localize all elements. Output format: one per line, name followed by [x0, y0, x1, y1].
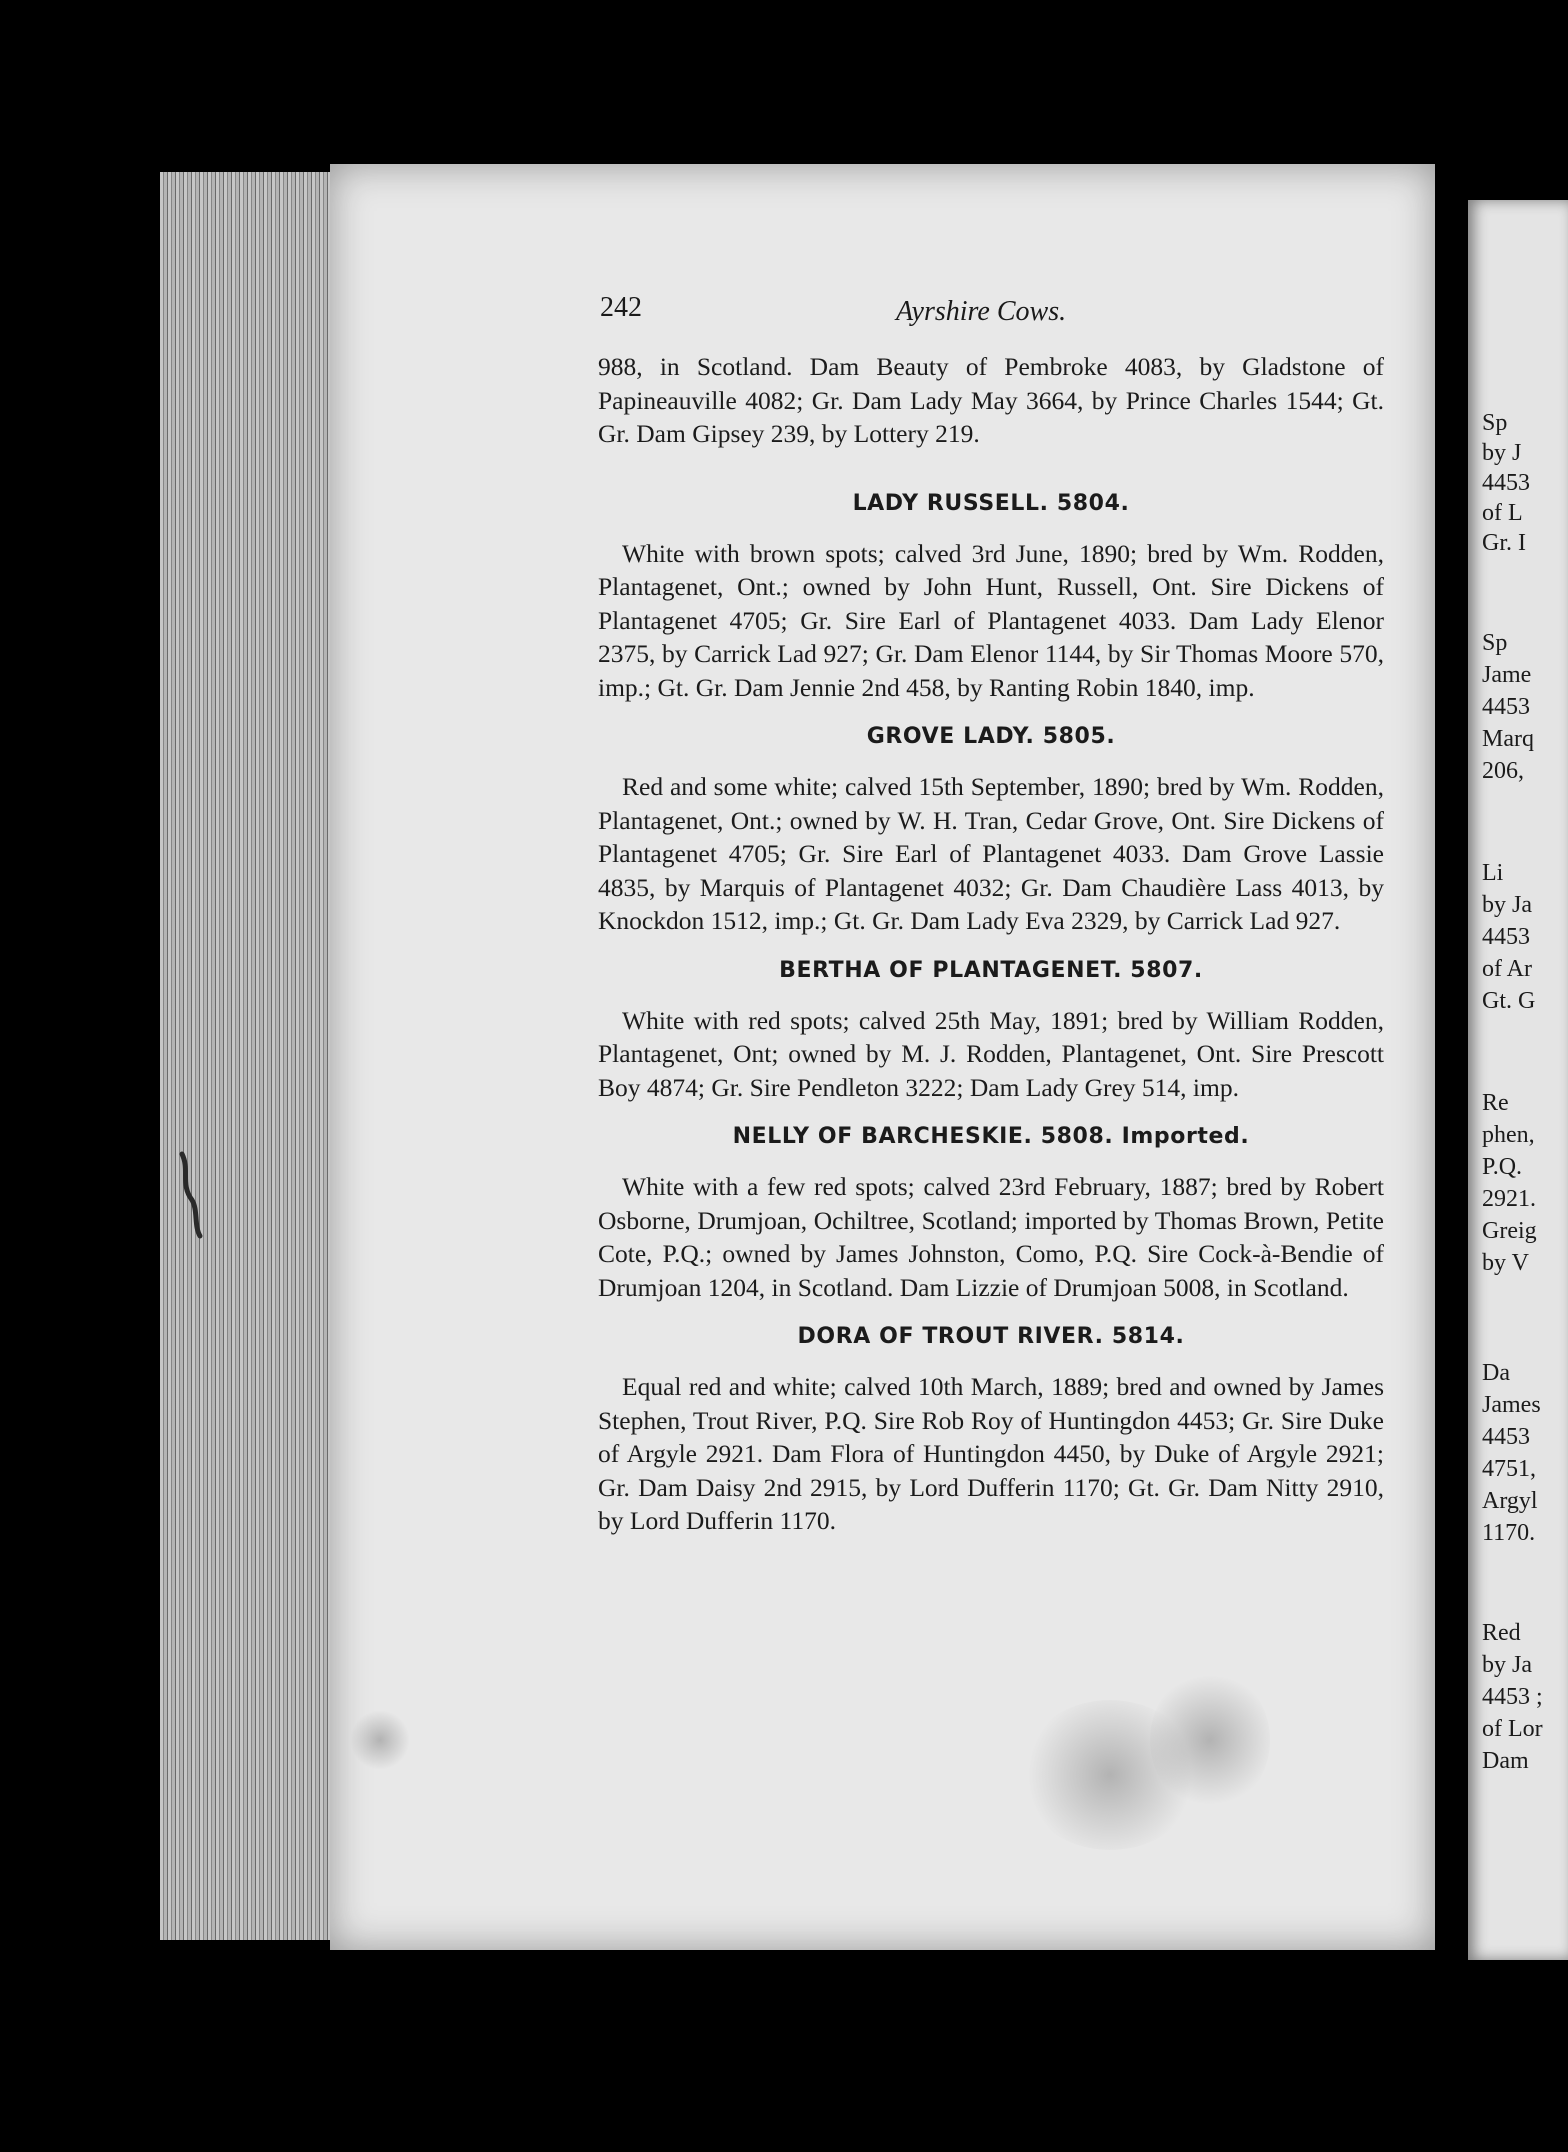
entry-body: White with red spots; calved 25th May, 1891; bred by William Rodden, Plantagenet, Ont; owned by M. J. Rodden, Plantagenet, Ont. Sire Prescott Boy 4874; Gr. Sire Pendleton 3222; Dam Lady Grey 514, imp. — [598, 1005, 1384, 1102]
facing-page-fragment: 4453 ; — [1482, 1684, 1543, 1710]
pedigree-entry — [598, 471, 1384, 705]
stain-mark — [350, 1710, 410, 1770]
facing-page-fragment: P.Q. — [1482, 1154, 1523, 1180]
facing-page-fragment: of Ar — [1482, 956, 1532, 982]
entry-heading: DORA OF TROUT RIVER. 5814. — [797, 1324, 1185, 1349]
entry-body: White with brown spots; calved 3rd June, 1890; bred by Wm. Rodden, Plantagenet, Ont.; owned by John Hunt, Russell, Ont. Sire Dickens of Plantagenet 4705; Gr. Sire Earl of Plantagenet 4033. Dam Lady Elenor 2375, by Carrick Lad 927; Gr. Dam Elenor 1144, by Sir Thomas Moore 570, imp.; Gt. Gr. Dam Jennie 2nd 458, by Ranting Robin 1840, imp. — [598, 538, 1384, 702]
facing-page-fragment: 4453 — [1482, 694, 1530, 720]
entry-heading: BERTHA OF PLANTAGENET. 5807. — [779, 957, 1203, 983]
facing-page-fragment: of L — [1482, 500, 1523, 526]
page-header — [600, 292, 1400, 332]
facing-page — [1468, 200, 1568, 1960]
facing-page-fragment: by V — [1482, 1250, 1529, 1276]
facing-page-fragment: Marq — [1482, 726, 1534, 752]
facing-page-fragment: 4453 — [1482, 924, 1530, 950]
entry-heading: LADY RUSSELL. 5804. — [852, 490, 1130, 516]
binding-mark — [176, 1150, 206, 1240]
facing-page-fragment: Re — [1482, 1090, 1509, 1116]
facing-page-fragment: Greig — [1482, 1218, 1537, 1244]
entry-heading: GROVE LADY. 5805. — [866, 724, 1116, 749]
stain-mark — [1150, 1670, 1270, 1810]
facing-page-fragment: Red — [1482, 1620, 1521, 1646]
book-page-edges — [160, 172, 350, 1940]
facing-page-fragment: Sp — [1482, 410, 1508, 436]
facing-page-fragment: Dam — [1482, 1748, 1529, 1774]
facing-page-fragment: 2921. — [1482, 1186, 1536, 1212]
entry-body: Red and some white; calved 15th September, 1890; bred by Wm. Rodden, Plantagenet, Ont.; owned by W. H. Tran, Cedar Grove, Ont. Sire Dickens of Plantagenet 4705; Gr. Sire Earl of Plantagenet 4033. Dam Grove Lassie 4835, by Marquis of Plantagenet 4032; Gr. Dam Chaudière Lass 4013, by Knockdon 1512, imp.; Gt. Gr. Dam Lady Eva 2329, by Carrick Lad 927. — [598, 772, 1384, 935]
facing-page-fragment: Jame — [1482, 662, 1532, 688]
continuation-paragraph: 988, in Scotland. Dam Beauty of Pembroke 4083, by Gladstone of Papineauville 4082; Gr. Dam Lady May 3664, by Prince Charles 1544; Gt. Gr. Dam Gipsey 239, by Lottery 219. — [598, 352, 1384, 448]
facing-page-fragment: by Ja — [1482, 892, 1532, 918]
facing-page-fragment: by Ja — [1482, 1652, 1532, 1678]
facing-page-fragment: Argyl — [1482, 1488, 1538, 1514]
page-body — [598, 350, 1384, 1538]
facing-page-fragment: Sp — [1482, 630, 1508, 656]
facing-page-fragment: Gt. G — [1482, 988, 1536, 1014]
facing-page-fragment: phen, — [1482, 1122, 1535, 1148]
page-gutter — [1435, 200, 1468, 1960]
facing-page-fragment: Da — [1482, 1360, 1510, 1386]
facing-page-fragment: by J — [1482, 440, 1522, 466]
entry-body: White with a few red spots; calved 23rd February, 1887; bred by Robert Osborne, Drumjoan, Ochiltree, Scotland; imported by Thomas Brown, Petite Cote, P.Q.; owned by James Johnston, Como, P.Q. Sire Cock-à-Bendie of Drumjoan 1204, in Scotland. Dam Lizzie of Drumjoan 5008, in Scotland. — [598, 1172, 1384, 1302]
facing-page-fragment: 4751, — [1482, 1456, 1536, 1482]
pedigree-entry — [598, 704, 1384, 938]
page-number: 242 — [600, 292, 642, 323]
facing-page-fragment: 4453 — [1482, 1424, 1530, 1450]
facing-page-fragment: 1170. — [1482, 1520, 1536, 1546]
entry-body: Equal red and white; calved 10th March, 1889; bred and owned by James Stephen, Trout River, P.Q. Sire Rob Roy of Huntingdon 4453; Gr. Sire Duke of Argyle 2921. Dam Flora of Huntingdon 4450, by Duke of Argyle 2921; Gr. Dam Daisy 2nd 2915, by Lord Dufferin 1170; Gt. Gr. Dam Nitty 2910, by Lord Dufferin 1170. — [598, 1372, 1384, 1535]
facing-page-fragment: Li — [1482, 860, 1504, 886]
facing-page-fragment: 4453 — [1482, 470, 1530, 496]
pedigree-entry — [598, 938, 1384, 1105]
facing-page-fragment: Gr. I — [1482, 530, 1526, 556]
running-title: Ayrshire Cows. — [896, 296, 1067, 327]
facing-page-fragment: 206, — [1482, 758, 1524, 784]
facing-page-fragment: of Lor — [1482, 1716, 1543, 1742]
facing-page-fragment: James — [1482, 1392, 1541, 1418]
pedigree-entry — [598, 1104, 1384, 1304]
pedigree-entry — [598, 1304, 1384, 1538]
entry-heading: NELLY OF BARCHESKIE. 5808. Imported. — [732, 1124, 1250, 1149]
